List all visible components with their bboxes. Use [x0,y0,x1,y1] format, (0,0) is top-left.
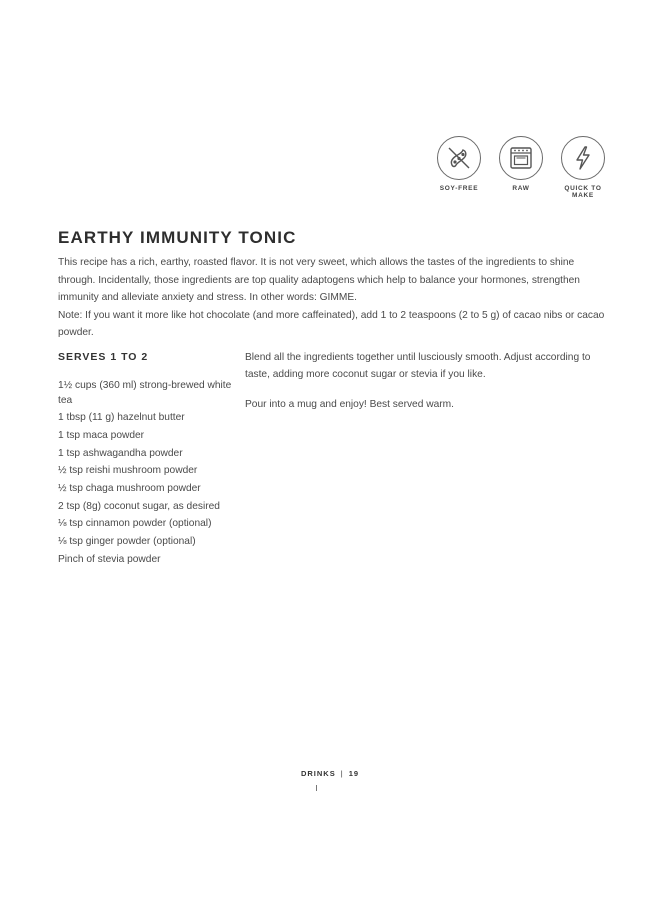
recipe-intro [58,254,610,342]
badge-soy-free [428,136,490,200]
ingredient-list [58,379,233,570]
serves-heading: SERVES 1 TO 2 [58,351,149,363]
intro-paragraph: This recipe has a rich, earthy, roasted flavor. It is not very sweet, which allows the tastes of the ingredients to shine through. Incidentally, those ingredients are top quality adaptogens which help to balance your hormones, strengthen immunity and alleviate anxiety and stress. In other words: GIMME. [58,257,580,303]
recipe-note: Note: If you want it more like hot chocolate (and more caffeinated), add 1 to 2 teaspoons (2 to 5 g) of cacao nibs or cacao powder. [58,309,605,338]
recipe-title: EARTHY IMMUNITY TONIC [58,228,297,247]
page-number: 19 [348,769,360,778]
badge-label: RAW [512,185,530,192]
direction-step: Pour into a mug and enjoy! Best served warm. [245,399,454,410]
badge-label: SOY-FREE [439,185,479,192]
badge-label: QUICK TO MAKE [564,185,602,200]
page-footer [0,769,660,778]
ingredient-item: ½ tsp reishi mushroom powder [58,465,198,477]
ingredient-item: 1½ cups (360 ml) strong-brewed white tea [58,380,232,406]
footer-separator: | [340,769,344,778]
ingredient-item: ½ tsp chaga mushroom powder [58,482,201,494]
footer-tick-mark [316,785,317,791]
footer-section: DRINKS [300,769,336,778]
direction-step: Blend all the ingredients together until lusciously smooth. Adjust according to taste, adding more coconut sugar or stevia if you like. [245,352,591,380]
ingredient-item: 1 tsp maca powder [58,429,145,441]
ingredient-item: 1 tsp ashwagandha powder [58,447,183,459]
ingredient-item: Pinch of stevia powder [58,553,161,565]
ingredient-item: ⅛ tsp cinnamon powder (optional) [58,518,212,530]
ingredient-item: 1 tbsp (11 g) hazelnut butter [58,412,185,424]
soy-free-icon [437,136,481,180]
ingredient-item: ⅛ tsp ginger powder (optional) [58,536,196,547]
lightning-icon [561,136,605,180]
badge-quick-to-make [552,136,614,200]
ingredient-item: 2 tsp (8g) coconut sugar, as desired [58,500,220,512]
oven-icon [499,136,543,180]
recipe-badges [428,136,614,200]
badge-raw [490,136,552,200]
directions [245,350,607,428]
